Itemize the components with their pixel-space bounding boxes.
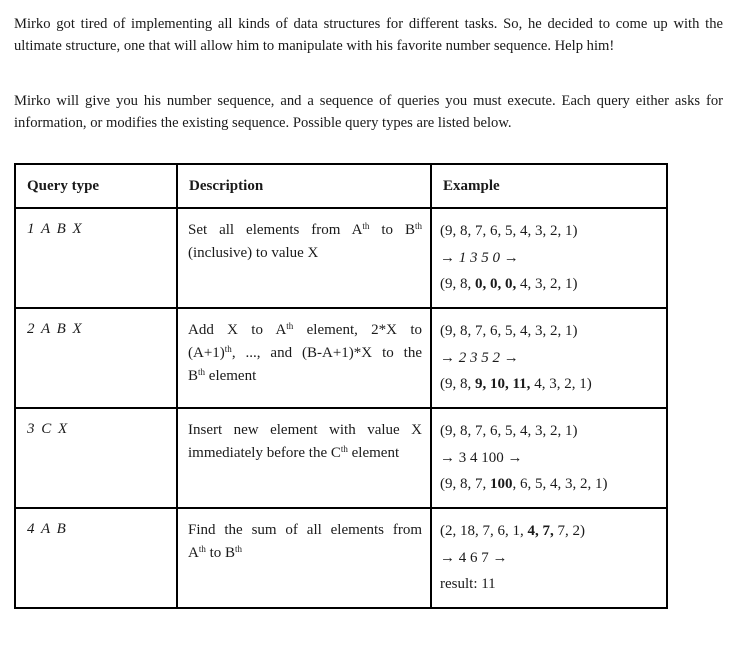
text-segment: th xyxy=(340,444,348,454)
description-line xyxy=(188,419,422,442)
text-segment: immediately before the C xyxy=(188,445,341,461)
text-segment: → 3 4 100 → xyxy=(440,449,523,466)
text-segment: th xyxy=(198,544,206,554)
text-segment: (9, 8, 7, 6, 5, 4, 3, 2, 1) xyxy=(440,323,578,339)
description-cell xyxy=(177,508,431,608)
text-segment: 2 3 5 2 xyxy=(458,349,500,366)
text-segment: th xyxy=(198,367,206,377)
text-segment: element xyxy=(205,368,257,384)
table-body xyxy=(15,208,667,608)
text-segment: , 6, 5, 4, 3, 2, 1) xyxy=(512,476,608,492)
example-cell xyxy=(431,408,667,508)
description-line xyxy=(188,365,422,388)
description-line xyxy=(188,342,422,365)
example-line xyxy=(440,318,662,345)
example-cell xyxy=(431,208,667,308)
text-segment: Set all elements from A xyxy=(188,222,363,238)
text-segment: (9, 8, 7, 6, 5, 4, 3, 2, 1) xyxy=(440,423,578,439)
example-line xyxy=(440,271,662,298)
description-line xyxy=(188,319,422,342)
text-segment: 4, 3, 2, 1) xyxy=(516,276,578,292)
table-row xyxy=(15,208,667,308)
text-segment: 1 3 5 0 xyxy=(458,249,500,266)
intro-paragraph: Mirko got tired of implementing all kinds of data structures for different tasks. So, he decided to come up with the ultimate structure, one that will allow him to manipulate with his favorite number sequence. Help him! xyxy=(14,16,723,54)
text-segment: element, 2*X to xyxy=(293,322,422,338)
description-line xyxy=(188,219,422,242)
example-line xyxy=(440,545,662,572)
description-cell xyxy=(177,408,431,508)
text-segment: result: 11 xyxy=(440,576,496,592)
text-segment: (9, 8, 7, 6, 5, 4, 3, 2, 1) xyxy=(440,223,578,239)
text-segment: th xyxy=(286,321,294,331)
header-description: Description xyxy=(177,164,431,208)
query-type-cell: 1 A B X xyxy=(15,208,177,308)
text-segment: (2, 18, 7, 6, 1, xyxy=(440,523,528,539)
text-segment: 7, 2) xyxy=(553,523,585,539)
description-cell xyxy=(177,208,431,308)
description-line xyxy=(188,442,422,465)
text-segment: 9, 10, 11, xyxy=(475,376,531,392)
example-line xyxy=(440,371,662,398)
text-segment: Find the sum of all elements from xyxy=(188,522,422,538)
text-segment: , ..., and (B-A+1)*X to the xyxy=(231,345,422,361)
text-segment: (A+1) xyxy=(188,345,225,361)
text-segment: Add X to A xyxy=(188,322,287,338)
description-cell xyxy=(177,308,431,408)
query-type-cell: 4 A B xyxy=(15,508,177,608)
table-row xyxy=(15,308,667,408)
text-segment: element xyxy=(347,445,400,461)
example-line xyxy=(440,218,662,245)
text-segment: to B xyxy=(205,545,236,561)
text-segment: → xyxy=(440,349,459,366)
description-line xyxy=(188,242,422,265)
text-segment: 4, 3, 2, 1) xyxy=(530,376,592,392)
text-segment: A xyxy=(188,545,199,561)
text-segment: Insert new element with value X xyxy=(188,422,422,438)
example-line xyxy=(440,571,662,598)
text-segment: (9, 8, xyxy=(440,376,475,392)
task-paragraph: Mirko will give you his number sequence, and a sequence of queries you must execute. Each query either asks for information, or modifies the existing sequence. Possible query types are listed below. xyxy=(14,93,723,131)
example-line xyxy=(440,445,662,472)
header-example: Example xyxy=(431,164,667,208)
text-segment: th xyxy=(362,221,370,231)
table-header-row xyxy=(15,164,667,208)
text-segment: to B xyxy=(369,222,415,238)
query-type-cell: 2 A B X xyxy=(15,308,177,408)
text-segment: th xyxy=(224,344,232,354)
example-line xyxy=(440,345,662,372)
query-type-cell: 3 C X xyxy=(15,408,177,508)
text-segment: 4, 7, xyxy=(527,523,554,539)
header-query-type: Query type xyxy=(15,164,177,208)
example-line xyxy=(440,471,662,498)
text-segment: th xyxy=(235,544,243,554)
text-segment: → xyxy=(500,249,519,266)
text-segment: (inclusive) to value X xyxy=(188,245,319,261)
example-cell xyxy=(431,308,667,408)
text-segment: (9, 8, 7, xyxy=(440,476,490,492)
example-line xyxy=(440,518,662,545)
text-segment: (9, 8, xyxy=(440,276,475,292)
description-line xyxy=(188,519,422,542)
table-row xyxy=(15,408,667,508)
text-segment: → xyxy=(500,349,519,366)
text-segment: → xyxy=(440,249,459,266)
text-segment: th xyxy=(414,221,422,231)
text-segment: 100 xyxy=(490,476,513,492)
text-segment: 0, 0, 0, xyxy=(475,276,517,292)
example-line xyxy=(440,245,662,272)
query-types-table xyxy=(14,163,668,609)
example-cell xyxy=(431,508,667,608)
example-line xyxy=(440,418,662,445)
text-segment: B xyxy=(188,368,199,384)
description-line xyxy=(188,542,422,565)
text-segment: → 4 6 7 → xyxy=(440,549,508,566)
table-row xyxy=(15,508,667,608)
